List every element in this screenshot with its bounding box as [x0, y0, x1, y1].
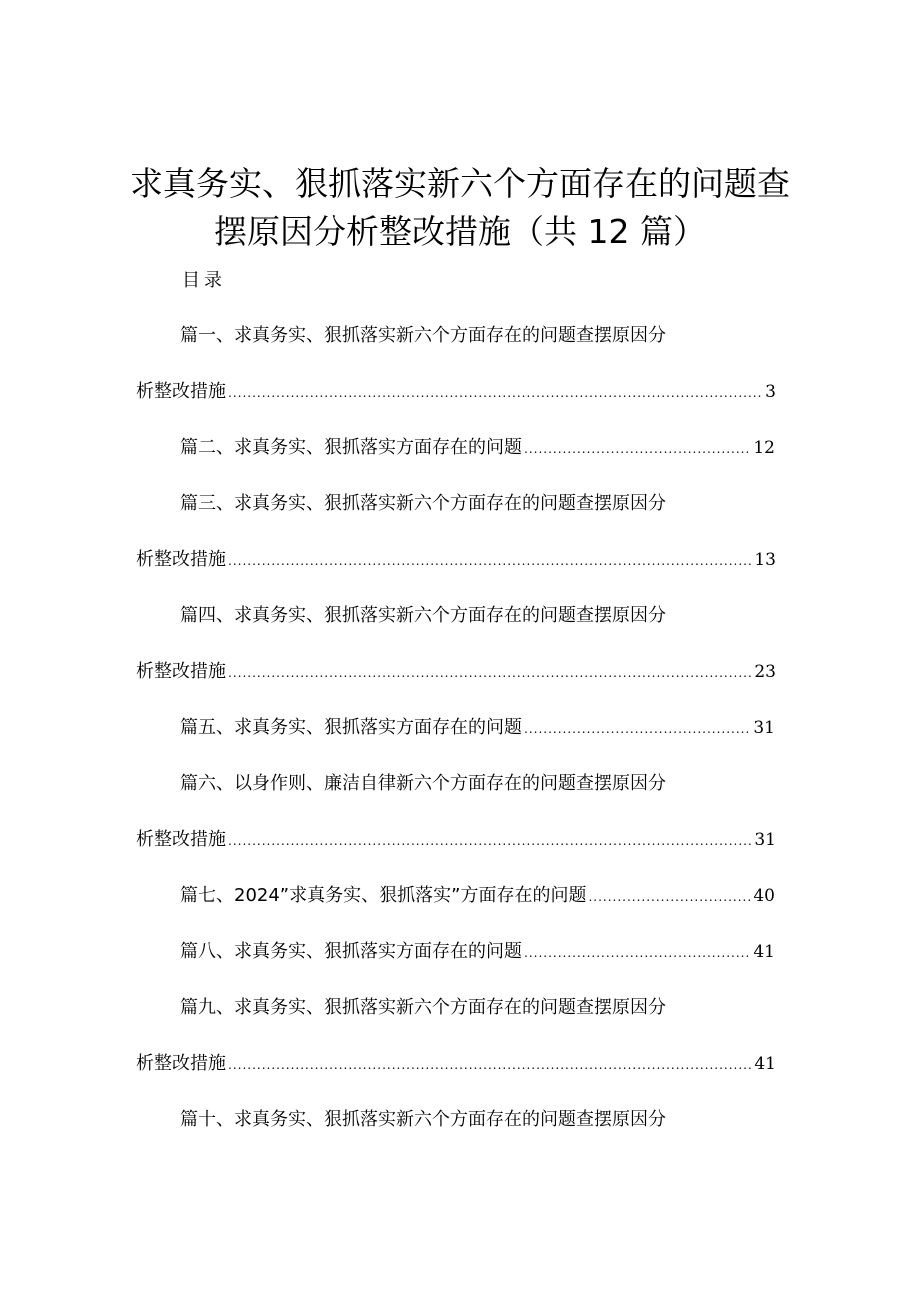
- toc-entry-text: 篇十、求真务实、狠抓落实新六个方面存在的问题查摆原因分: [180, 1109, 666, 1130]
- toc-page-number: 23: [754, 662, 776, 682]
- toc-entry-text: 篇七、2024”求真务实、狠抓落实”方面存在的问题: [180, 885, 587, 906]
- toc-entry-text: 篇四、求真务实、狠抓落实新六个方面存在的问题查摆原因分: [180, 605, 666, 626]
- title-line-2: 摆原因分析整改措施（共 12 篇）: [214, 212, 706, 252]
- toc-entry-text: 析整改措施: [136, 829, 226, 850]
- toc-entry-6-line-1[interactable]: [180, 769, 740, 799]
- toc-page-number: 12: [753, 438, 775, 458]
- toc-page-number: 40: [753, 886, 775, 906]
- toc-entry-text: 析整改措施: [136, 661, 226, 682]
- toc-entry-9-line-1[interactable]: [180, 993, 740, 1023]
- toc-heading: 目录: [182, 270, 226, 291]
- toc-entry-text: 篇三、求真务实、狠抓落实新六个方面存在的问题查摆原因分: [180, 493, 666, 514]
- toc-entry-6-line-2[interactable]: [136, 825, 776, 855]
- toc-entry-10-line-1[interactable]: [180, 1105, 740, 1135]
- toc-entry-text: 篇五、求真务实、狠抓落实方面存在的问题: [180, 717, 522, 738]
- toc-entry-2[interactable]: [180, 433, 775, 463]
- toc-entry-8[interactable]: [180, 937, 775, 967]
- toc-entry-text: 篇九、求真务实、狠抓落实新六个方面存在的问题查摆原因分: [180, 997, 666, 1018]
- toc-entry-text: 析整改措施: [136, 1053, 226, 1074]
- toc-entry-1-line-1[interactable]: [180, 321, 740, 351]
- toc-page-number: 31: [753, 718, 775, 738]
- toc-page-number: 3: [765, 382, 776, 402]
- dot-leader: [228, 826, 752, 856]
- toc-entry-9-line-2[interactable]: [136, 1049, 776, 1079]
- toc-entry-7[interactable]: [180, 881, 775, 911]
- dot-leader: [588, 882, 751, 912]
- dot-leader: [228, 1050, 752, 1080]
- toc-entry-4-line-2[interactable]: [136, 657, 776, 687]
- dot-leader: [228, 546, 752, 576]
- dot-leader: [524, 938, 751, 968]
- toc-entry-4-line-1[interactable]: [180, 601, 740, 631]
- toc-entry-3-line-1[interactable]: [180, 489, 740, 519]
- dot-leader: [524, 714, 751, 744]
- document-title: [100, 160, 820, 256]
- dot-leader: [228, 378, 763, 408]
- toc-page-number: 41: [753, 942, 775, 962]
- dot-leader: [524, 434, 751, 464]
- toc-entry-text: 篇一、求真务实、狠抓落实新六个方面存在的问题查摆原因分: [180, 325, 666, 346]
- toc-entry-text: 篇六、以身作则、廉洁自律新六个方面存在的问题查摆原因分: [180, 773, 666, 794]
- title-line-1: 求真务实、狠抓落实新六个方面存在的问题查: [130, 164, 790, 204]
- dot-leader: [228, 658, 752, 688]
- toc-entry-text: 篇八、求真务实、狠抓落实方面存在的问题: [180, 941, 522, 962]
- toc-entry-text: 析整改措施: [136, 381, 226, 402]
- toc-entry-1-line-2[interactable]: [136, 377, 776, 407]
- toc-page-number: 13: [754, 550, 776, 570]
- toc-entry-3-line-2[interactable]: [136, 545, 776, 575]
- toc-entry-5[interactable]: [180, 713, 775, 743]
- toc-page-number: 41: [754, 1054, 776, 1074]
- toc-entry-text: 析整改措施: [136, 549, 226, 570]
- toc-entry-text: 篇二、求真务实、狠抓落实方面存在的问题: [180, 437, 522, 458]
- toc-page-number: 31: [754, 830, 776, 850]
